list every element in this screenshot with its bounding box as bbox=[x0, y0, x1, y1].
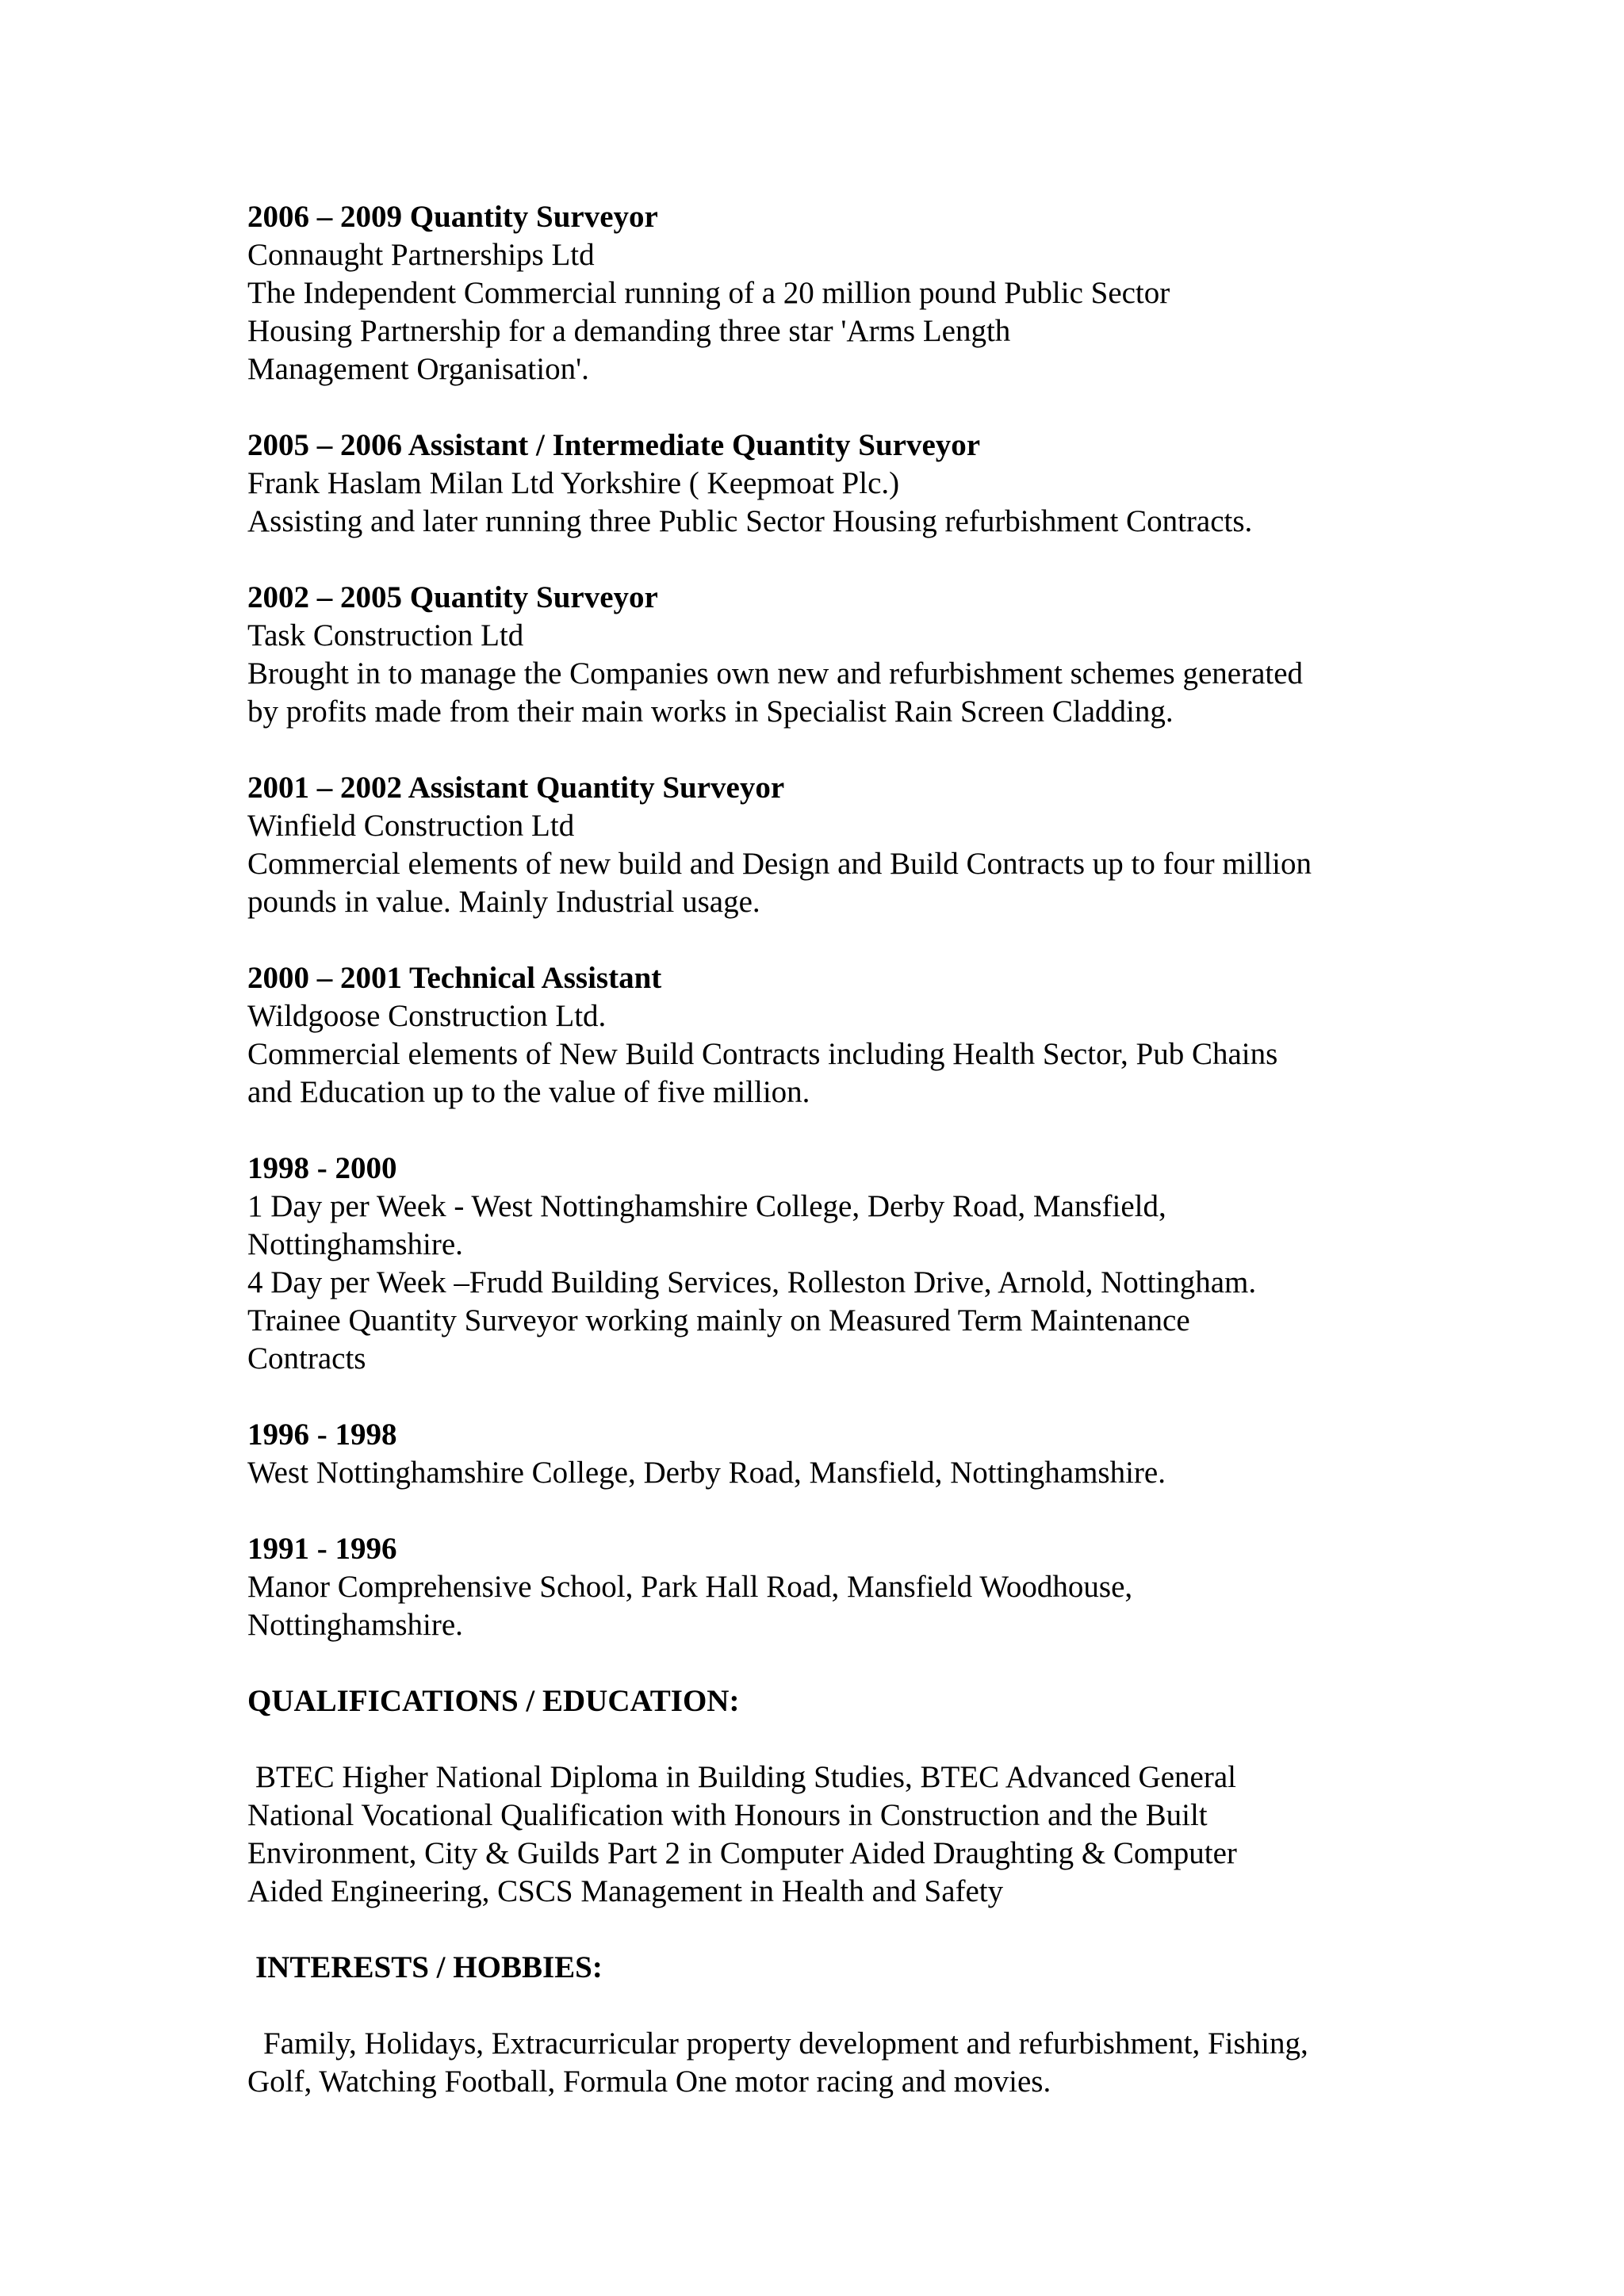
entry-heading: 2000 – 2001 Technical Assistant bbox=[247, 961, 662, 995]
experience-entry-2006-2009 bbox=[247, 198, 1437, 388]
entry-line: pounds in value. Mainly Industrial usage. bbox=[247, 885, 760, 919]
interests-title: INTERESTS / HOBBIES: bbox=[255, 1950, 603, 1984]
entry-line: 1 Day per Week - West Nottinghamshire College, Derby Road, Mansfield, bbox=[247, 1189, 1166, 1223]
qualifications-title: QUALIFICATIONS / EDUCATION: bbox=[247, 1684, 740, 1718]
entry-line: Wildgoose Construction Ltd. bbox=[247, 999, 607, 1033]
experience-entry-2000-2001 bbox=[247, 959, 1437, 1112]
qualifications-line: BTEC Higher National Diploma in Building Studies, BTEC Advanced General bbox=[255, 1760, 1236, 1794]
entry-line: Nottinghamshire. bbox=[247, 1227, 463, 1261]
entry-heading: 2005 – 2006 Assistant / Intermediate Quantity Surveyor bbox=[247, 428, 981, 462]
interests-line: Family, Holidays, Extracurricular property development and refurbishment, Fishing, bbox=[263, 2026, 1308, 2061]
experience-entry-1991-1996 bbox=[247, 1530, 1437, 1644]
entry-line: Brought in to manage the Companies own new and refurbishment schemes generated bbox=[247, 656, 1304, 691]
entry-heading: 1991 - 1996 bbox=[247, 1532, 397, 1566]
entry-line: Nottinghamshire. bbox=[247, 1608, 463, 1642]
qualifications-line: Environment, City & Guilds Part 2 in Computer Aided Draughting & Computer bbox=[247, 1836, 1237, 1870]
entry-line: The Independent Commercial running of a 20 million pound Public Sector bbox=[247, 276, 1170, 310]
experience-entry-2002-2005 bbox=[247, 579, 1437, 731]
entry-line: Commercial elements of new build and Design and Build Contracts up to four million bbox=[247, 847, 1312, 881]
entry-line: Frank Haslam Milan Ltd Yorkshire ( Keepmoat Plc.) bbox=[247, 466, 900, 500]
entry-heading: 1998 - 2000 bbox=[247, 1151, 397, 1185]
entry-line: Management Organisation'. bbox=[247, 352, 589, 386]
experience-entry-1998-2000 bbox=[247, 1150, 1437, 1378]
entry-heading: 2001 – 2002 Assistant Quantity Surveyor bbox=[247, 771, 785, 805]
entry-line: Trainee Quantity Surveyor working mainly on Measured Term Maintenance bbox=[247, 1303, 1190, 1337]
interests-text bbox=[247, 2025, 1437, 2101]
entry-heading: 2002 – 2005 Quantity Surveyor bbox=[247, 580, 658, 614]
experience-entry-2001-2002 bbox=[247, 769, 1437, 921]
entry-line: Commercial elements of New Build Contracts including Health Sector, Pub Chains bbox=[247, 1037, 1278, 1071]
entry-heading: 2006 – 2009 Quantity Surveyor bbox=[247, 200, 658, 234]
entry-line: West Nottinghamshire College, Derby Road, Mansfield, Nottinghamshire. bbox=[247, 1456, 1166, 1490]
entry-line: 4 Day per Week –Frudd Building Services, Rolleston Drive, Arnold, Nottingham. bbox=[247, 1265, 1257, 1299]
entry-line: Manor Comprehensive School, Park Hall Road, Mansfield Woodhouse, bbox=[247, 1570, 1133, 1604]
experience-entry-1996-1998 bbox=[247, 1416, 1437, 1492]
entry-heading: 1996 - 1998 bbox=[247, 1418, 397, 1452]
entry-line: Contracts bbox=[247, 1341, 366, 1376]
entry-line: and Education up to the value of five million. bbox=[247, 1075, 810, 1109]
entry-line: Assisting and later running three Public Sector Housing refurbishment Contracts. bbox=[247, 504, 1253, 538]
entry-line: Task Construction Ltd bbox=[247, 618, 524, 652]
experience-entry-2005-2006 bbox=[247, 427, 1437, 541]
entry-line: Winfield Construction Ltd bbox=[247, 809, 575, 843]
qualifications-line: Aided Engineering, CSCS Management in Health and Safety bbox=[247, 1874, 1004, 1908]
qualifications-text bbox=[247, 1758, 1437, 1911]
entry-line: Housing Partnership for a demanding three star 'Arms Length bbox=[247, 314, 1011, 348]
cv-page bbox=[247, 198, 1437, 2139]
qualifications-line: National Vocational Qualification with Honours in Construction and the Built bbox=[247, 1798, 1208, 1832]
entry-line: by profits made from their main works in Specialist Rain Screen Cladding. bbox=[247, 695, 1174, 729]
interests-line: Golf, Watching Football, Formula One motor racing and movies. bbox=[247, 2064, 1051, 2099]
entry-line: Connaught Partnerships Ltd bbox=[247, 238, 595, 272]
